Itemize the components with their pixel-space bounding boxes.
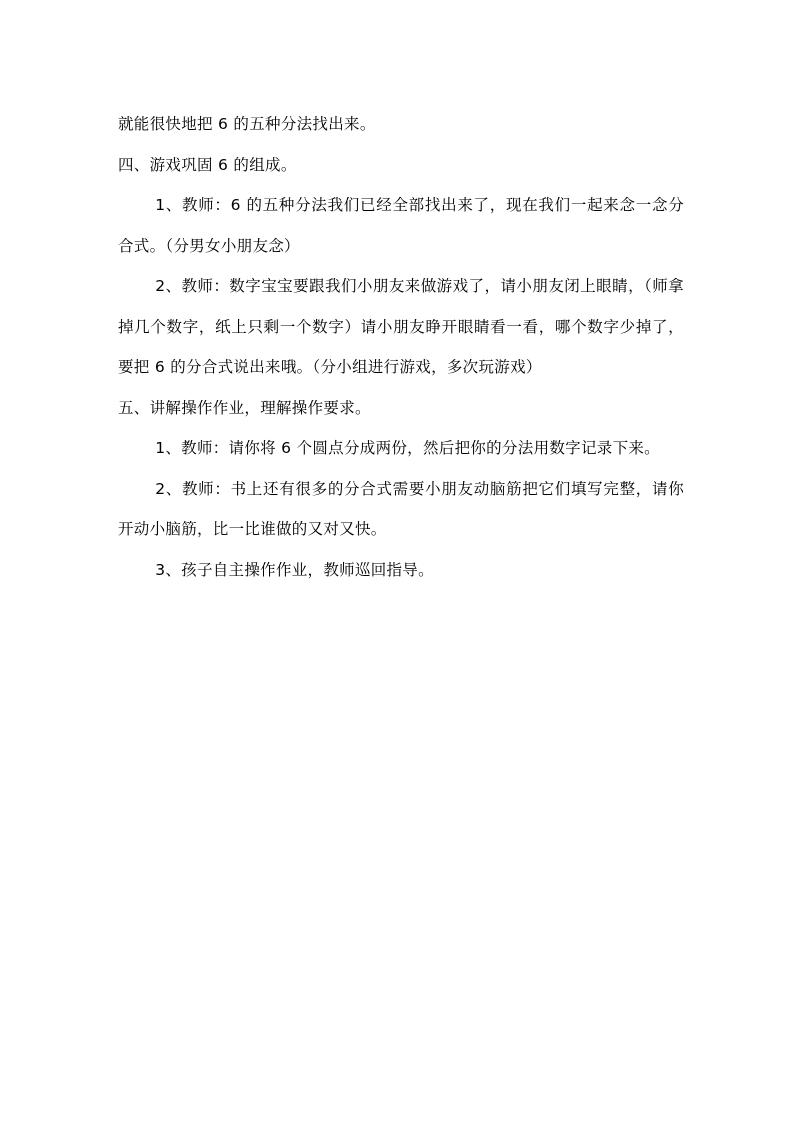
paragraph-step: 1、教师：请你将 6 个圆点分成两份，然后把你的分法用数字记录下来。: [155, 439, 660, 457]
paragraph-continuation: 就能很快地把 6 的五种分法找出来。: [118, 115, 376, 133]
paragraph-step: 2、教师：数字宝宝要跟我们小朋友来做游戏了，请小朋友闭上眼睛，（师拿掉几个数字，纸上只剩一个数字）请小朋友睁开眼睛看一看，哪个数字少掉了，要把 6 的分合式说出来哦。（分小组进行游戏，多次玩游戏）: [118, 277, 684, 376]
paragraph-step: 1、教师：6 的五种分法我们已经全部找出来了，现在我们一起来念一念分合式。（分男女小朋友念）: [118, 196, 684, 255]
paragraph-step: 2、教师：书上还有很多的分合式需要小朋友动脑筋把它们填写完整，请你开动小脑筋，比一比谁做的又对又快。: [118, 479, 684, 538]
paragraph-step: 3、孩子自主操作作业，教师巡回指导。: [155, 560, 434, 579]
document-body: [118, 104, 684, 590]
section-heading-five: 五、讲解操作作业，理解操作要求。: [118, 398, 371, 417]
section-heading-four: 四、游戏巩固 6 的组成。: [118, 155, 297, 174]
